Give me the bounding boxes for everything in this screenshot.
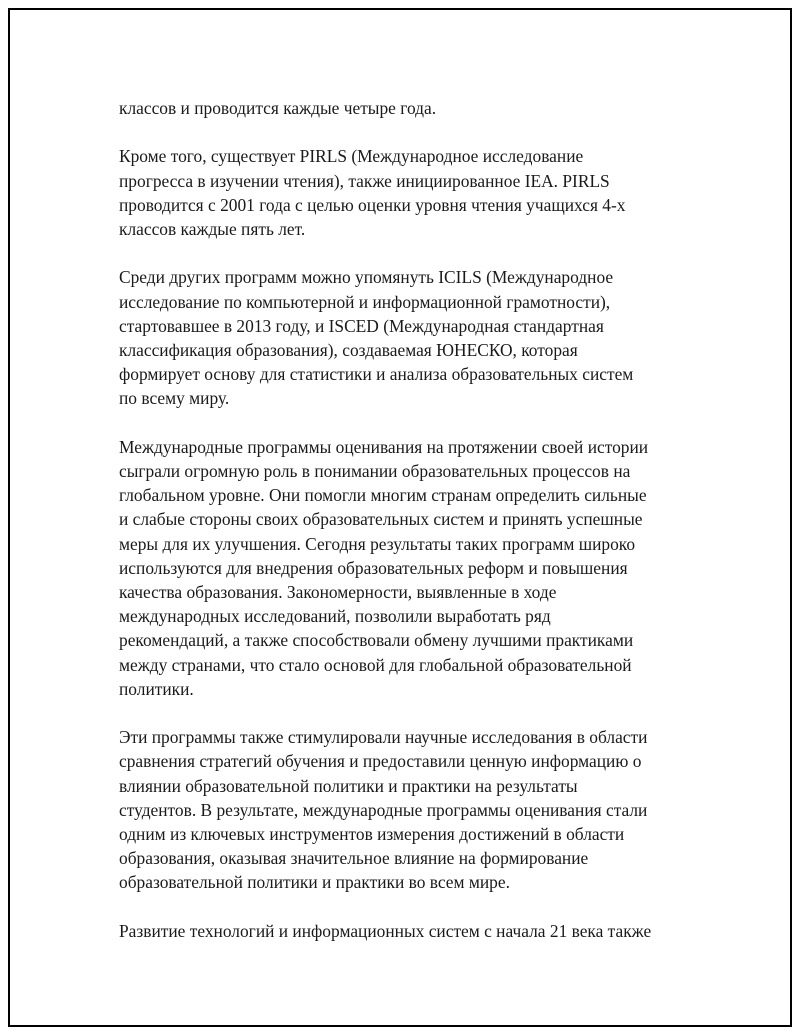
text-line: Кроме того, существует PIRLS (Международное исследование	[119, 146, 584, 167]
text-line: сравнения стратегий обучения и предоставили ценную информацию о	[119, 751, 642, 772]
text-line: Развитие технологий и информационных систем с начала 21 века также	[119, 920, 652, 941]
text-line: классов каждые пять лет.	[119, 219, 306, 239]
paragraph	[119, 96, 709, 120]
text-line: формирует основу для статистики и анализа образовательных систем	[119, 364, 634, 385]
text-line: классификация образования), создаваемая ЮНЕСКО, которая	[119, 340, 578, 360]
text-line: используются для внедрения образовательных реформ и повышения	[119, 557, 628, 578]
paragraph	[119, 265, 709, 410]
text-line: прогресса в изучении чтения), также инициированное IEA. PIRLS	[119, 170, 610, 191]
document-page	[8, 8, 792, 1027]
text-line: классов и проводится каждые четыре года.	[119, 98, 437, 118]
text-line: качества образования. Закономерности, выявленные в ходе	[119, 582, 557, 603]
text-line: Среди других программ можно упомянуть ICILS (Международное	[119, 267, 614, 288]
text-line: сыграли огромную роль в понимании образовательных процессов на	[119, 461, 631, 481]
text-line: между странами, что стало основой для глобальной образовательной	[119, 654, 632, 675]
text-line: проводится с 2001 года с целью оценки уровня чтения учащихся 4-х	[119, 194, 626, 215]
text-line: политики.	[119, 678, 194, 699]
paragraph	[119, 435, 709, 701]
text-line: Международные программы оценивания на протяжении своей истории	[119, 436, 649, 457]
text-line: исследование по компьютерной и информационной грамотности),	[119, 291, 611, 312]
text-line: стартовавшее в 2013 году, и ISCED (Международная стандартная	[119, 315, 604, 336]
text-line: международных исследований, позволили выработать ряд	[119, 606, 551, 627]
text-line: влиянии образовательной политики и практики на результаты	[119, 775, 578, 796]
paragraph	[119, 919, 709, 943]
paragraph	[119, 725, 709, 894]
paragraph	[119, 144, 709, 241]
text-line: глобальном уровне. Они помогли многим странам определить сильные	[119, 485, 647, 506]
text-line: образовательной политики и практики во всем мире.	[119, 872, 510, 893]
text-line: меры для их улучшения. Сегодня результаты таких программ широко	[119, 533, 636, 554]
text-line: рекомендаций, а также способствовали обмену лучшими практиками	[119, 630, 634, 651]
document-body	[119, 96, 709, 967]
text-line: и слабые стороны своих образовательных систем и принять успешные	[119, 509, 643, 530]
text-line: образования, оказывая значительное влияние на формирование	[119, 848, 589, 869]
text-line: студентов. В результате, международные программы оценивания стали	[119, 799, 648, 820]
text-line: одним из ключевых инструментов измерения достижений в области	[119, 824, 625, 845]
text-line: по всему миру.	[119, 388, 230, 409]
text-line: Эти программы также стимулировали научные исследования в области	[119, 727, 648, 748]
